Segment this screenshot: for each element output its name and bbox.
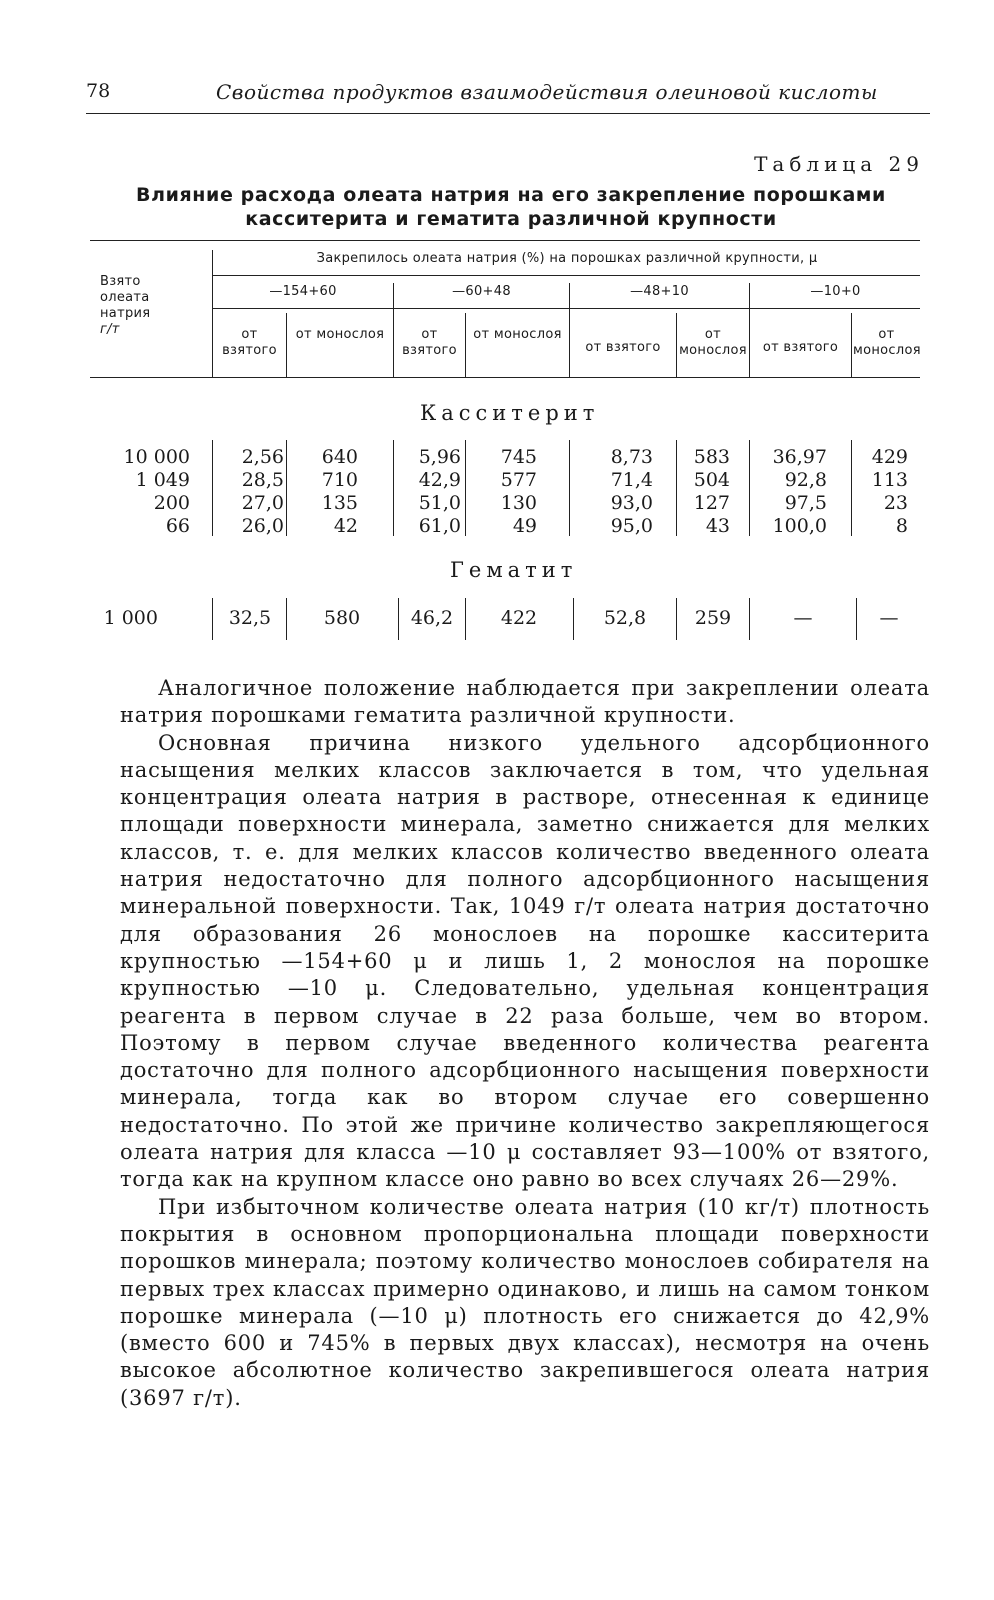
- table-label: Таблица 29: [754, 152, 924, 176]
- table-cell: 640: [321, 446, 358, 468]
- running-title: Свойства продуктов взаимодействия олеиновой кислоты: [216, 80, 878, 104]
- table-cell: 28,5: [241, 469, 284, 491]
- table-vline: [286, 598, 287, 640]
- table-cell: 23: [883, 492, 908, 514]
- table-cell: 36,97: [772, 446, 827, 468]
- size-class-header: —10+0: [810, 284, 861, 299]
- table-vline: [749, 283, 750, 377]
- header-rule: [86, 113, 930, 114]
- cassiterite-col-2: [288, 446, 358, 538]
- table-cell: 43: [705, 515, 730, 537]
- section-title-cassiterite: Касситерит: [420, 401, 600, 425]
- cassiterite-col-3: [395, 446, 461, 538]
- cassiterite-col-1: [214, 446, 284, 538]
- table-vline: [212, 250, 213, 377]
- table-cell: 61,0: [418, 515, 461, 537]
- table-cell: 26,0: [241, 515, 284, 537]
- table-vline: [465, 440, 466, 536]
- table-cell: 93,0: [610, 492, 653, 514]
- table-cell: 1 049: [135, 469, 190, 491]
- cassiterite-col-4: [467, 446, 537, 538]
- table-cell: 51,0: [418, 492, 461, 514]
- table-cell: 95,0: [610, 515, 653, 537]
- table-cell: 422: [500, 607, 538, 629]
- table-vline: [676, 440, 677, 536]
- table-cell: 135: [321, 492, 358, 514]
- size-class-header: —48+10: [630, 284, 689, 299]
- table-cell: 1 000: [103, 607, 158, 629]
- table-cell: —: [793, 607, 813, 629]
- sub-header-from-monolayer: от монослоя: [473, 327, 562, 342]
- table-vline: [573, 598, 574, 640]
- hematite-col-8: [858, 607, 920, 630]
- table-vline: [851, 440, 852, 536]
- table-cell: 92,8: [784, 469, 827, 491]
- table-header-rule-2: [212, 308, 920, 309]
- table-header-bottom-rule: [90, 377, 920, 378]
- table-vline: [286, 440, 287, 536]
- table-cell: 577: [500, 469, 537, 491]
- hematite-taken: [100, 607, 158, 630]
- cassiterite-taken-column: [100, 446, 190, 538]
- table-cell: 259: [694, 607, 732, 629]
- cassiterite-col-6: [678, 446, 730, 538]
- sub-header-from-taken: от взятого: [402, 327, 457, 358]
- table-cell: 46,2: [410, 607, 454, 629]
- table-vline: [398, 598, 399, 640]
- sub-header-from-monolayer: от монослоя: [295, 327, 385, 342]
- table-vline: [676, 313, 677, 377]
- table-cell: 130: [500, 492, 537, 514]
- hematite-col-2: [288, 607, 396, 630]
- table-cell: 200: [153, 492, 190, 514]
- table-cell: 429: [871, 446, 908, 468]
- table-cell: 8: [895, 515, 908, 537]
- table-cell: 71,4: [610, 469, 653, 491]
- body-text: [120, 675, 930, 1412]
- sub-header-from-taken: от взятого: [585, 340, 661, 355]
- table-cell: 504: [693, 469, 730, 491]
- table-cell: 745: [500, 446, 537, 468]
- table-vline: [393, 440, 394, 536]
- hematite-col-5: [575, 607, 675, 630]
- table-cell: —: [879, 607, 899, 629]
- table-cell: 100,0: [772, 515, 827, 537]
- table-cell: 27,0: [241, 492, 284, 514]
- table-cell: 127: [693, 492, 730, 514]
- table-cell: 97,5: [784, 492, 827, 514]
- size-class-header: —154+60: [269, 284, 337, 299]
- sub-header-from-monolayer: от монослоя: [679, 327, 747, 358]
- cassiterite-col-8: [853, 446, 908, 538]
- table-title: [96, 183, 926, 231]
- paragraph: Аналогичное положение наблюдается при закреплении олеата натрия порошками гематита различной крупности.: [120, 676, 930, 728]
- table-cell: 42,9: [418, 469, 461, 491]
- table-cell: 580: [323, 607, 361, 629]
- table-vline: [569, 440, 570, 536]
- cassiterite-col-7: [751, 446, 827, 538]
- table-vline: [569, 283, 570, 377]
- table-cell: 710: [321, 469, 358, 491]
- hematite-col-7: [751, 607, 855, 630]
- page-number: 78: [86, 80, 111, 102]
- table-cell: 49: [512, 515, 537, 537]
- hematite-col-6: [678, 607, 748, 630]
- table-vline: [212, 440, 213, 536]
- table-cell: 113: [871, 469, 908, 491]
- table-cell: 2,56: [241, 446, 284, 468]
- col-header-fixed: Закрепилось олеата натрия (%) на порошках различной крупности, μ: [316, 251, 818, 266]
- table-title-line-2: касситерита и гематита различной крупности: [245, 208, 777, 230]
- table-vline: [286, 313, 287, 377]
- table-cell: 42: [333, 515, 358, 537]
- table-vline: [749, 598, 750, 640]
- sub-header-from-taken: от взятого: [762, 340, 839, 355]
- cassiterite-col-5: [571, 446, 653, 538]
- table-vline: [749, 440, 750, 536]
- table-cell: 583: [693, 446, 730, 468]
- table-top-rule: [90, 240, 920, 241]
- paragraph: Основная причина низкого удельного адсорбционного насыщения мелких классов заключается в том, что удельная концентрация олеата натрия в растворе, отнесенная к единице площади поверхности минерала, заметно снижается для мелких классов, т. е. для мелких классов количество введенного олеата натрия недостаточно для полного адсорбционного насыщения минеральной поверхности. Так, 1049 г/т олеата натрия достаточно для образования 26 монослоев на порошке касситерита крупностью —154+60 μ и лишь 1, 2 монослоя на порошке крупностью —10 μ. Следовательно, удельная концентрация реагента в первом случае в 22 раза больше, чем во втором. Поэтому в первом случае введенного количества реагента достаточно для полного адсорбционного насыщения поверхности минерала, тогда как во втором случае его совершенно недостаточно. По этой же причине количество закрепляющегося олеата натрия для класса —10 μ составляет 93—100% от взятого, тогда как на крупном классе оно равно во всех случаях 26—29%.: [120, 730, 930, 1192]
- table-header-rule-1: [212, 275, 920, 276]
- table-cell: 10 000: [123, 446, 190, 468]
- table-vline: [465, 598, 466, 640]
- table-title-line-1: Влияние расхода олеата натрия на его закрепление порошками: [136, 184, 886, 206]
- size-class-header: —60+48: [452, 284, 511, 299]
- sub-header-from-taken: от взятого: [222, 327, 277, 358]
- section-title-hematite: Гематит: [450, 558, 578, 582]
- table-cell: 8,73: [610, 446, 653, 468]
- hematite-col-1: [214, 607, 286, 630]
- hematite-col-4: [467, 607, 571, 630]
- table-vline: [465, 313, 466, 377]
- paragraph: При избыточном количестве олеата натрия (10 кг/т) плотность покрытия в основном пропорциональна площади поверхности порошков минерала; поэтому количество монослоев собирателя на первых трех классах примерно одинаково, и лишь на самом тонком порошке минерала (—10 μ) плотность его снижается до 42,9% (вместо 600 и 745% в первых двух классах), несмотря на очень высокое абсолютное количество закрепившегося олеата натрия (3697 г/т).: [120, 1194, 930, 1410]
- hematite-col-3: [400, 607, 464, 630]
- table-vline: [676, 598, 677, 640]
- running-head: [86, 80, 930, 114]
- col-header-taken: Взято олеата натрия г/т: [100, 274, 151, 337]
- table-vline: [856, 598, 857, 640]
- sub-header-from-monolayer: от монослоя: [853, 327, 921, 358]
- table-cell: 32,5: [228, 607, 272, 629]
- table-vline: [212, 598, 213, 640]
- table-cell: 66: [165, 515, 190, 537]
- table-cell: 5,96: [418, 446, 461, 468]
- table-cell: 52,8: [603, 607, 647, 629]
- table-vline: [393, 283, 394, 377]
- table-vline: [851, 313, 852, 377]
